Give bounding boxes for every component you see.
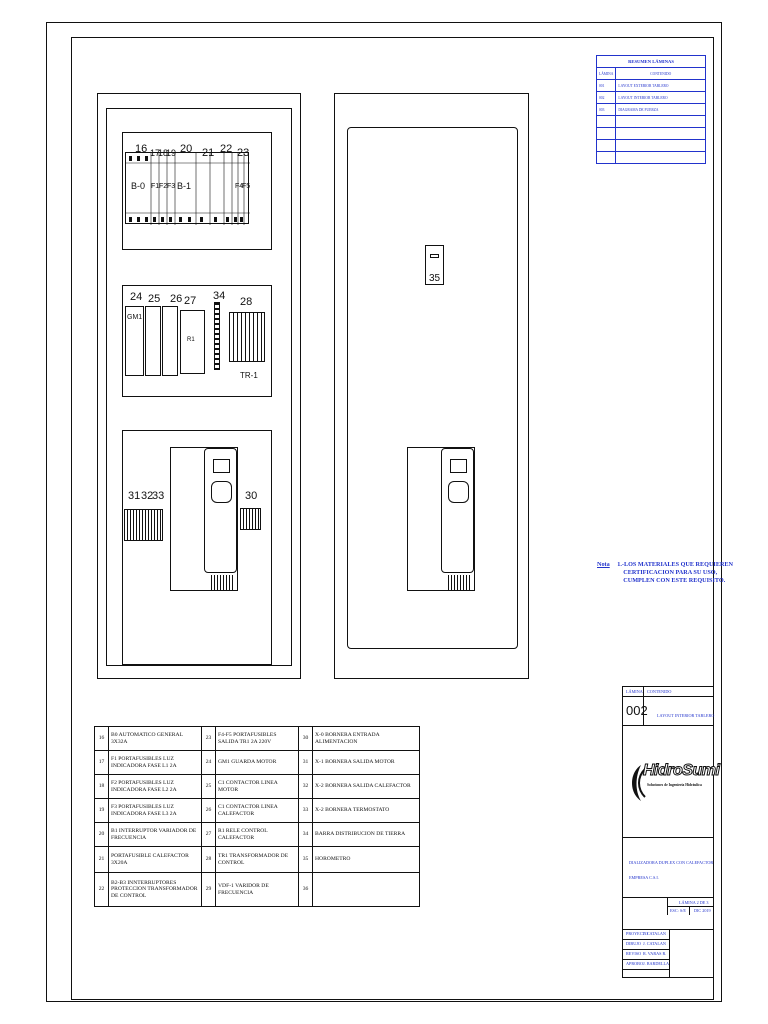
sheet-list-title: RESUMEN LÁMINAS <box>597 56 706 68</box>
sheet-list-head-lamina: LÁMINA <box>597 68 616 80</box>
hour-meter-35 <box>425 245 444 285</box>
brand-tagline: Soluciones de Ingeniería Hidráulica <box>647 783 702 787</box>
sheet-list-row <box>597 116 616 128</box>
part-desc <box>313 873 420 907</box>
sheet-list-row <box>597 128 616 140</box>
part-number: 19 <box>95 799 109 823</box>
role-name: J. BARDELLA <box>643 961 670 966</box>
sheet-list-row-content: LAYOUT EXTERIOR TABLERO <box>616 80 706 92</box>
role-name: J. CATALAN <box>643 941 666 946</box>
sheet-list-row-content: LAYOUT INTERIOR TABLERO <box>616 92 706 104</box>
part-number: 25 <box>202 775 216 799</box>
part-number: 26 <box>202 799 216 823</box>
note <box>597 561 733 585</box>
tb-rule <box>623 949 669 950</box>
sheet-list-row: 001 <box>597 80 616 92</box>
note-tag: Nota <box>597 561 610 568</box>
sheet-list-row <box>597 152 616 164</box>
role-title: PROYECTO <box>626 931 649 936</box>
sheet-list-row <box>597 140 616 152</box>
tb-rule <box>623 897 713 898</box>
item-label-21: 21 <box>202 147 215 159</box>
contactor-c1-motor <box>145 306 161 376</box>
part-number: 23 <box>202 727 216 751</box>
transformer-tr1 <box>229 312 265 362</box>
part-number: 17 <box>95 751 109 775</box>
part-desc: X-2 BORNERA TERMOSTATO <box>313 799 420 823</box>
part-desc: F2 PORTAFUSIBLES LUZ INDICADORA FASE L2 2A <box>109 775 202 799</box>
vfd-1-left-vent <box>209 575 235 590</box>
part-number: 34 <box>299 823 313 847</box>
part-desc: B2-B3 INNTERRUPTORES PROTECCION TRANSFORMADOR DE CONTROL <box>109 873 202 907</box>
project-client: EMPRESA C.S.I. <box>629 875 659 880</box>
sheet-list-row: 003 <box>597 104 616 116</box>
item-label-35: 35 <box>429 273 441 284</box>
item-label-28: 28 <box>240 296 253 308</box>
tr1-label: TR-1 <box>240 371 258 380</box>
terminal-block-x1 <box>124 509 163 541</box>
vfd-1-left-body <box>204 448 237 573</box>
part-number: 29 <box>202 873 216 907</box>
part-desc: TR1 TRANSFORMADOR DE CONTROL <box>216 847 299 873</box>
part-desc: F4-F5 PORTAFUSIBLES SALIDA TR1 2A 220V <box>216 727 299 751</box>
sheet-list-head-contenido: CONTENIDO <box>616 68 706 80</box>
part-desc: F3 PORTAFUSIBLES LUZ INDICADORA FASE L3 2A <box>109 799 202 823</box>
item-label-24: 24 <box>130 291 143 303</box>
part-number: 16 <box>95 727 109 751</box>
vfd-1-right-keypad <box>448 481 469 503</box>
item-label-17: 17 <box>150 148 161 158</box>
part-desc: VDF-1 VARIDOR DE FRECUENCIA <box>216 873 299 907</box>
vfd-1-left <box>170 447 238 591</box>
part-desc: GM1 GUARDA MOTOR <box>216 751 299 775</box>
item-label-20: 20 <box>180 143 193 155</box>
part-number: 35 <box>299 847 313 873</box>
tb-rule <box>623 969 669 970</box>
tb-lamina: LÁMINA 2 DE 3 <box>679 900 709 905</box>
item-label-32: 32 <box>141 490 154 502</box>
sheet-list-row: 002 <box>597 92 616 104</box>
item-label-16: 16 <box>135 143 148 155</box>
part-desc: X-0 BORNERA ENTRADA ALIMENTACION <box>313 727 420 751</box>
relay-r1 <box>180 310 205 374</box>
part-desc: X-2 BORNERA SALIDA CALEFACTOR <box>313 775 420 799</box>
role-name: J. CATALAN <box>643 931 666 936</box>
sheet-list-row-content <box>616 128 706 140</box>
item-label-33: 33 <box>152 490 165 502</box>
tb-rule <box>667 897 668 915</box>
fuse-f4: F4 <box>235 183 244 190</box>
sheet-list <box>596 55 706 164</box>
tb-rule <box>623 696 713 697</box>
fuse-f3: F3 <box>167 183 176 190</box>
fuse-f5: F5 <box>242 183 251 190</box>
item-label-34: 34 <box>213 290 226 302</box>
role-title: APROBO <box>626 961 643 966</box>
sheet-list-row-content <box>616 140 706 152</box>
breaker-b1: B-1 <box>177 181 192 191</box>
tb-date: DIC 2019 <box>694 908 711 913</box>
item-label-30: 30 <box>245 490 258 502</box>
vfd-1-right <box>407 447 475 591</box>
part-desc: PORTAFUSIBLE CALEFACTOR 3X20A <box>109 847 202 873</box>
sheet-list-row-content: DIAGRAMA DE FUERZA <box>616 104 706 116</box>
part-number: 36 <box>299 873 313 907</box>
tb-scale: ESC: S/E <box>670 908 686 913</box>
item-label-22: 22 <box>220 143 233 155</box>
tb-rule <box>689 906 690 915</box>
terminal-block-x0 <box>240 508 261 530</box>
brand-name: HidroSumi <box>643 762 720 779</box>
item-label-19: 19 <box>166 148 177 158</box>
role-title: REVISO <box>626 951 642 956</box>
motor-guard-gm1 <box>125 306 144 376</box>
part-desc: BARRA DISTRIBUCION DE TIERRA <box>313 823 420 847</box>
note-line-1: 1.-LOS MATERIALES QUE REQUIEREN <box>617 561 734 568</box>
part-desc: B1 INTERRUPTOR VARIADOR DE FRECUENCIA <box>109 823 202 847</box>
note-line-3: CUMPLEN CON ESTE REQUISITO. <box>623 577 726 584</box>
part-number: 30 <box>299 727 313 751</box>
tb-head-lamina: LÁMINA <box>626 689 643 694</box>
part-number: 32 <box>299 775 313 799</box>
tb-rule <box>667 906 713 907</box>
item-label-18: 18 <box>158 148 169 158</box>
vfd-1-left-keypad <box>211 481 232 503</box>
part-desc: HOROMETRO <box>313 847 420 873</box>
part-number: 24 <box>202 751 216 775</box>
part-number: 33 <box>299 799 313 823</box>
role-title: DIBUJO <box>626 941 641 946</box>
tb-rule <box>623 837 713 838</box>
vfd-1-right-vent <box>446 575 472 590</box>
role-name: R. VARAS R. <box>643 951 667 956</box>
gm1-label: GM1 <box>127 314 143 321</box>
item-label-23: 23 <box>237 147 250 159</box>
part-desc: C1 CONTACTOR LINEA MOTOR <box>216 775 299 799</box>
item-label-26: 26 <box>170 293 183 305</box>
tb-rule <box>623 929 713 930</box>
note-line-2: CERTIFICACION PARA SU USO, <box>623 569 718 576</box>
item-label-25: 25 <box>148 293 161 305</box>
part-number: 27 <box>202 823 216 847</box>
ground-bar <box>214 302 220 370</box>
part-number: 18 <box>95 775 109 799</box>
tb-sheet-no: 002 <box>626 703 648 718</box>
part-number: 31 <box>299 751 313 775</box>
parts-table <box>94 726 420 907</box>
fuse-f2: F2 <box>159 183 168 190</box>
breaker-b0: B-0 <box>131 181 146 191</box>
part-desc: B0 AUTOMATICO GENERAL 3X32A <box>109 727 202 751</box>
tb-rule <box>623 939 669 940</box>
tb-sheet-desc: LAYOUT INTERIOR TABLERO <box>657 713 715 718</box>
part-number: 28 <box>202 847 216 873</box>
part-desc: C1 CONTACTOR LINEA CALEFACTOR <box>216 799 299 823</box>
sheet-list-row-content <box>616 116 706 128</box>
vfd-1-left-display <box>213 459 230 473</box>
tb-rule <box>669 929 670 977</box>
vfd-1-right-display <box>450 459 467 473</box>
part-desc: R1 RELE CONTROL CALEFACTOR <box>216 823 299 847</box>
part-desc: F1 PORTAFUSIBLES LUZ INDICADORA FASE L1 2A <box>109 751 202 775</box>
vfd-1-right-body <box>441 448 474 573</box>
part-number: 21 <box>95 847 109 873</box>
item-label-27: 27 <box>184 295 197 307</box>
title-block <box>622 686 720 978</box>
project-title: DIALIZADORA DUPLEX CON CALEFACTOR <box>629 860 714 865</box>
sheet-list-row-content <box>616 152 706 164</box>
r1-label: R1 <box>187 337 195 343</box>
part-number: 22 <box>95 873 109 907</box>
item-label-31: 31 <box>128 490 141 502</box>
tb-rule <box>623 725 713 726</box>
tb-rule <box>623 959 669 960</box>
fuse-f1: F1 <box>151 183 160 190</box>
hour-meter-window <box>430 254 439 258</box>
brand-logo <box>627 759 720 807</box>
contactor-c1-heater <box>162 306 178 376</box>
tb-head-contenido: CONTENIDO <box>647 689 672 694</box>
part-desc: X-1 BORNERA SALIDA MOTOR <box>313 751 420 775</box>
part-number: 20 <box>95 823 109 847</box>
